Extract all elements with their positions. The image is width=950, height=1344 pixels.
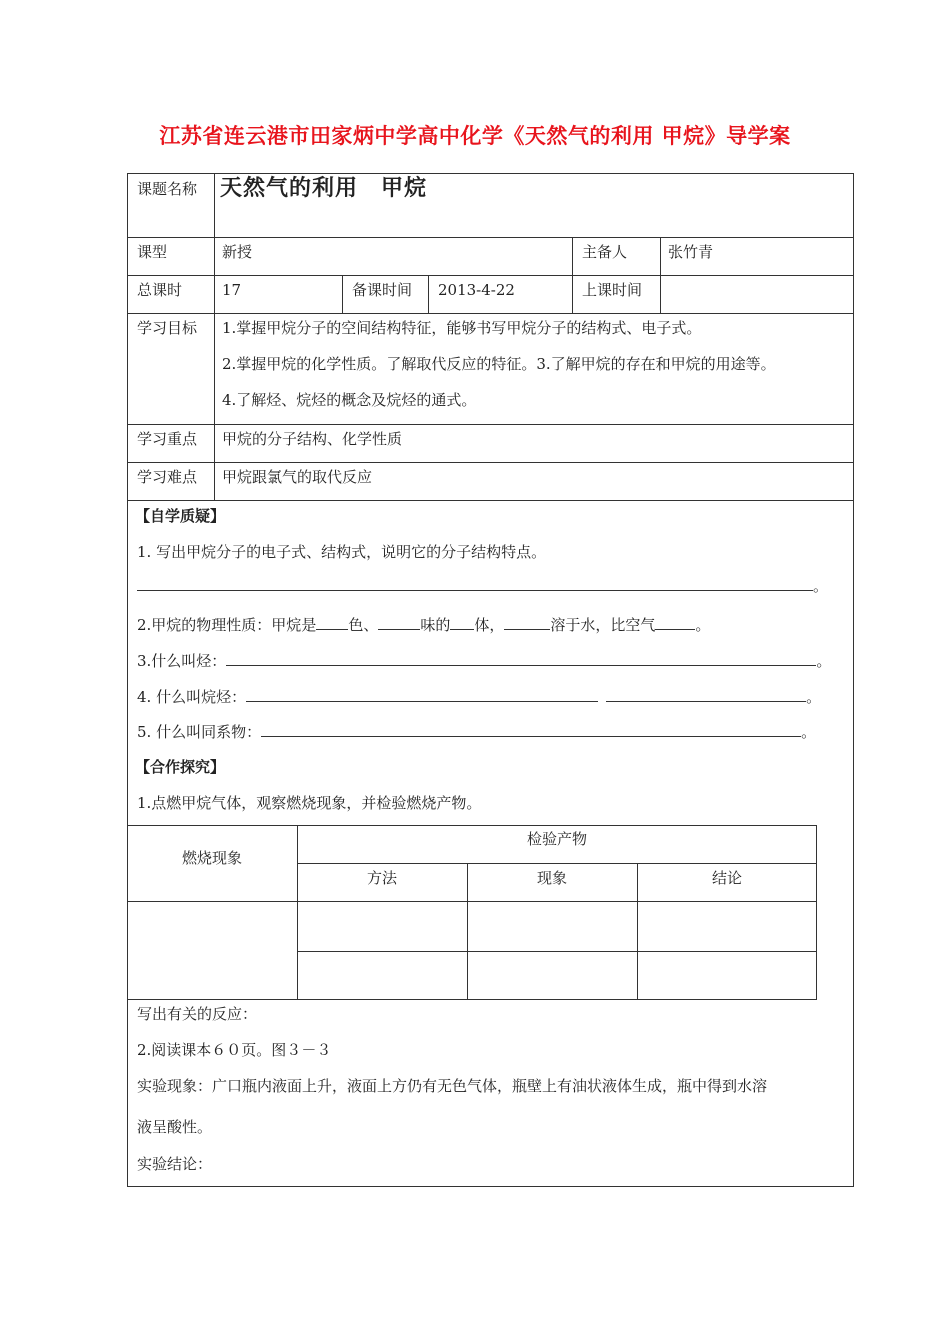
- column-divider: [342, 275, 343, 313]
- question-4: 4. 什么叫烷烃： 。: [137, 688, 822, 706]
- row-divider: [127, 424, 854, 425]
- type-label: 课型: [137, 243, 168, 261]
- difficulties-label: 学习难点: [137, 468, 198, 486]
- cooperative-item-2: 2.阅读课本６０页。图３－３: [137, 1041, 332, 1059]
- key-points-label: 学习重点: [137, 430, 198, 448]
- row-divider: [127, 237, 854, 238]
- column-divider: [428, 275, 429, 313]
- objective-line: 1.掌握甲烷分子的空间结构特征，能够书写甲烷分子的结构式、电子式。: [222, 319, 702, 337]
- column-divider: [214, 173, 215, 500]
- column-divider: [660, 237, 661, 313]
- hours-label: 总课时: [137, 281, 183, 299]
- sub-observation: 现象: [536, 869, 567, 887]
- hours-value: 17: [222, 281, 242, 299]
- preparer-value: 张竹青: [668, 243, 714, 261]
- prep-time-value: 2013-4-22: [438, 281, 515, 299]
- answer-line-1: 。: [137, 576, 828, 595]
- topic-value: 天然气的利用 甲烷: [220, 176, 428, 201]
- type-value: 新授: [222, 243, 253, 261]
- question-5: 5. 什么叫同系物： 。: [137, 723, 817, 741]
- column-divider: [572, 237, 573, 313]
- difficulties-value: 甲烷跟氯气的取代反应: [222, 468, 373, 486]
- row-divider: [127, 500, 854, 501]
- objective-line: 4.了解烃、烷烃的概念及烷烃的通式。: [222, 391, 477, 409]
- table-divider: [297, 863, 817, 864]
- observation-line-2: 液呈酸性。: [137, 1118, 213, 1136]
- conclusion-prompt: 实验结论：: [137, 1155, 213, 1173]
- question-1: 1. 写出甲烷分子的电子式、结构式，说明它的分子结构特点。: [137, 543, 547, 561]
- col-phenomenon: 燃烧现象: [181, 849, 242, 867]
- objective-line: 2.掌握甲烷的化学性质。了解取代反应的特征。3.了解甲烷的存在和甲烷的用途等。: [222, 355, 776, 373]
- table-divider: [297, 825, 298, 1000]
- topic-label: 课题名称: [137, 180, 198, 198]
- class-time-label: 上课时间: [582, 281, 643, 299]
- self-study-heading: 【自学质疑】: [135, 507, 226, 525]
- sub-method: 方法: [366, 869, 397, 887]
- table-divider: [127, 901, 817, 902]
- sub-conclusion: 结论: [711, 869, 742, 887]
- table-divider: [297, 951, 817, 952]
- reaction-prompt: 写出有关的反应：: [137, 1005, 258, 1023]
- objectives-label: 学习目标: [137, 319, 198, 337]
- question-2: 2.甲烷的物理性质：甲烷是 色、 味的 体， 溶于水，比空气 。: [137, 616, 711, 634]
- key-points-value: 甲烷的分子结构、化学性质: [222, 430, 403, 448]
- prep-time-label: 备课时间: [352, 281, 413, 299]
- row-divider: [127, 313, 854, 314]
- cooperative-heading: 【合作探究】: [135, 758, 226, 776]
- question-3: 3.什么叫烃： 。: [137, 652, 832, 670]
- cooperative-item-1: 1.点燃甲烷气体，观察燃烧现象，并检验燃烧产物。: [137, 794, 482, 812]
- document-title: 江苏省连云港市田家炳中学高中化学《天然气的利用 甲烷》导学案: [159, 124, 791, 148]
- preparer-label: 主备人: [582, 243, 628, 261]
- row-divider: [127, 462, 854, 463]
- observation-line-1: 实验现象：广口瓶内液面上升，液面上方仍有无色气体，瓶壁上有油状液体生成，瓶中得到水溶: [137, 1077, 768, 1095]
- col-products: 检验产物: [526, 830, 587, 848]
- row-divider: [127, 275, 854, 276]
